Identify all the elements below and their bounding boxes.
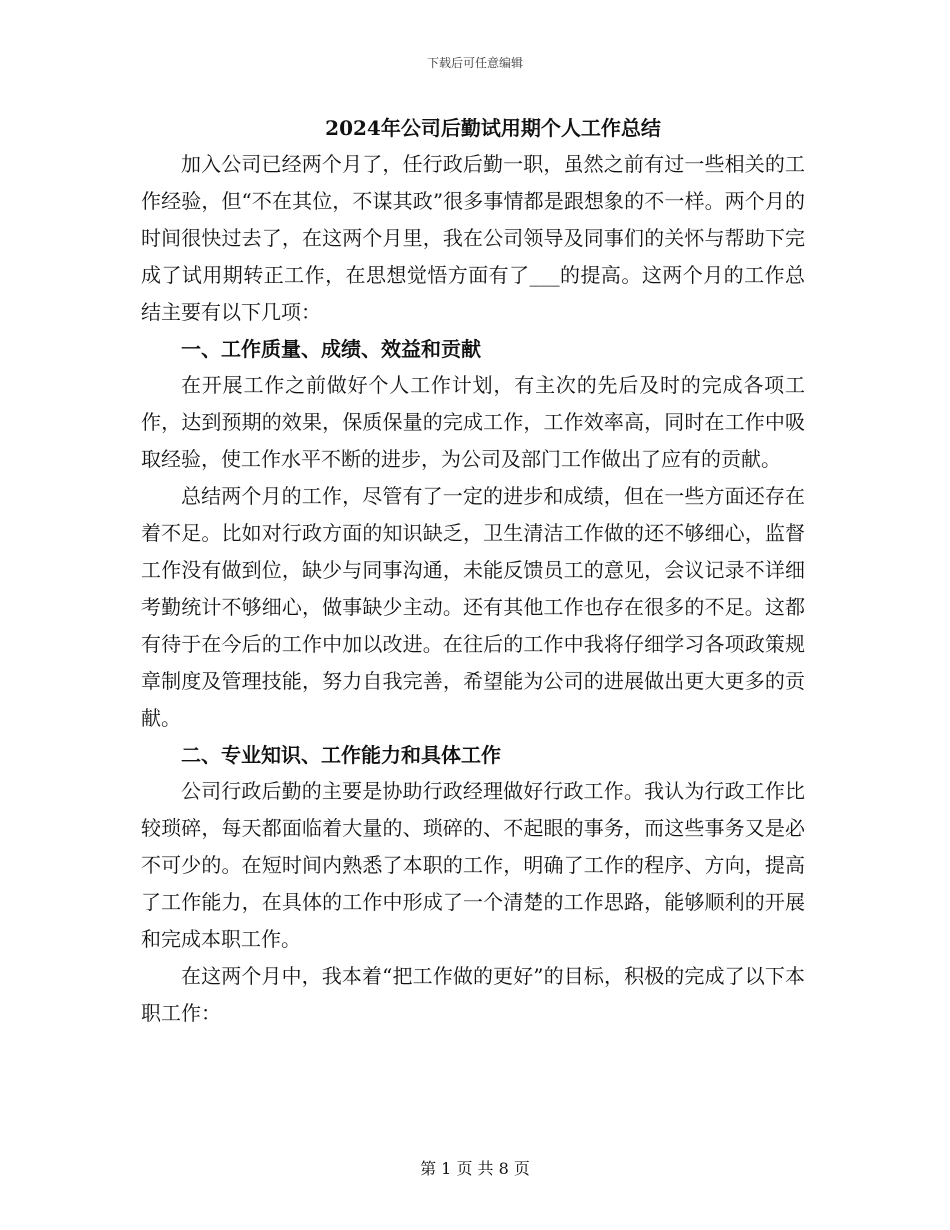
header-note: 下载后可任意编辑 bbox=[426, 56, 523, 70]
section2-paragraph-1: 公司行政后勤的主要是协助行政经理做好行政工作。我认为行政工作比较琐碎，每天都面临着大量的、琐碎的、不起眼的事务，而这些事务又是必不可少的。在短时间内熟悉了本职的工作，明确了工作的程序、方向，提高了工作能力，在具体的工作中形成了一个清楚的工作思路，能够顺利的开展和完成本职工作。 bbox=[141, 779, 805, 952]
section1-paragraph-1: 在开展工作之前做好个人工作计划，有主次的先后及时的完成各项工作，达到预期的效果，保质保量的完成工作，工作效率高，同时在工作中吸取经验，使工作水平不断的进步，为公司及部门工作做出了应有的贡献。 bbox=[141, 373, 805, 472]
document-body bbox=[141, 110, 805, 1032]
section2-heading: 二、专业知识、工作能力和具体工作 bbox=[181, 742, 501, 767]
page-footer: 第 1 页 共 8 页 bbox=[420, 1159, 530, 1178]
intro-paragraph: 加入公司已经两个月了，任行政后勤一职，虽然之前有过一些相关的工作经验，但“不在其位，不谋其政”很多事情都是跟想象的不一样。两个月的时间很快过去了，在这两个月里，我在公司领导及同事们的关怀与帮助下完成了试用期转正工作，在思想觉悟方面有了___的提高。这两个月的工作总结主要有以下几项： bbox=[141, 152, 805, 324]
section1-heading: 一、工作质量、成绩、效益和贡献 bbox=[181, 336, 481, 361]
document-title: 2024年公司后勤试用期个人工作总结 bbox=[325, 116, 661, 140]
section2-paragraph-2: 在这两个月中，我本着“把工作做的更好”的目标，积极的完成了以下本职工作： bbox=[141, 963, 805, 1025]
section1-paragraph-2: 总结两个月的工作，尽管有了一定的进步和成绩，但在一些方面还存在着不足。比如对行政方面的知识缺乏，卫生清洁工作做的还不够细心，监督工作没有做到位，缺少与同事沟通，未能反馈员工的意见，会议记录不详细考勤统计不够细心，做事缺少主动。还有其他工作也存在很多的不足。这都有待于在今后的工作中加以改进。在往后的工作中我将仔细学习各项政策规章制度及管理技能，努力自我完善，希望能为公司的进展做出更大更多的贡献。 bbox=[141, 484, 805, 730]
